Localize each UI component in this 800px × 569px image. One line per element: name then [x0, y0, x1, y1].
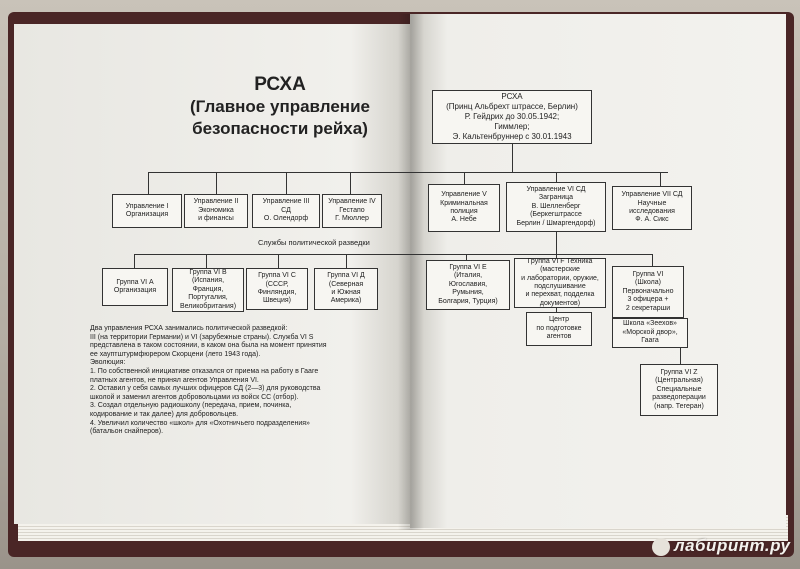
- group-box: [514, 258, 606, 308]
- dept-line: Управление VII СД: [621, 191, 683, 199]
- rsha-head-box: [432, 90, 592, 144]
- group-line: и Южная: [331, 289, 361, 296]
- watermark: [652, 536, 791, 556]
- group-line: 2 секретарши: [625, 304, 671, 312]
- connector: [346, 254, 347, 268]
- head-line: Гиммлер;: [494, 122, 530, 131]
- dept-line: Управление III: [262, 198, 310, 206]
- connector: [286, 172, 287, 194]
- department-box: [428, 184, 500, 232]
- group-line: Америка): [330, 297, 362, 305]
- sub-line: агентов: [546, 333, 572, 341]
- group-line: и перехват, подделка: [525, 291, 595, 299]
- note-line: платных агентов, не принял агентов Управления VI.: [90, 376, 259, 384]
- dept-line: В. Шелленберг: [531, 202, 581, 210]
- book-spine: [398, 14, 424, 530]
- dept-line: и финансы: [198, 215, 234, 223]
- sub-line: (напр. Тегеран): [654, 402, 704, 410]
- group-line: (Испания,: [191, 277, 225, 285]
- note-line: Эволюция:: [90, 359, 126, 367]
- sub-line: разведоперации: [652, 394, 706, 402]
- note-line: (батальон снайперов).: [90, 428, 164, 436]
- connector: [216, 172, 217, 194]
- department-box: [612, 186, 692, 230]
- group-line: Группа VI: [632, 270, 664, 278]
- group-line: документов): [539, 299, 581, 307]
- note-text: [90, 325, 390, 437]
- group-box: [246, 268, 308, 310]
- title-line-2: (Главное управление: [190, 97, 370, 116]
- group-box: [612, 266, 684, 318]
- note-line: ее хауптштурмфюрером Скорцени (лето 1943 года).: [90, 350, 261, 358]
- sub-line: Специальные: [656, 385, 702, 393]
- group-line: и лаборатории, оружие,: [521, 274, 599, 282]
- group-line: Франция,: [192, 285, 224, 293]
- department-box: [506, 182, 606, 232]
- group-line: Группа VI Д: [327, 272, 365, 280]
- sub-line: «Морской двор»,: [622, 328, 678, 336]
- note-line: 3. Создал отдельную радиошколу (передача, прием, починка,: [90, 402, 292, 410]
- note-line: III (на территории Германии) и VI (зарубежные страны). Служба VI S: [90, 333, 314, 341]
- note-line: Два управления РСХА занимались политической разведкой:: [90, 325, 288, 332]
- sub-line: Центр: [548, 316, 570, 324]
- dept-line: исследования: [629, 208, 675, 215]
- sub-unit-box: [640, 364, 718, 416]
- group-line: Группа VI А: [116, 278, 154, 286]
- services-label: Службы политической разведки: [258, 238, 370, 247]
- dept-line: Научные: [637, 199, 667, 207]
- connector: [556, 232, 557, 254]
- dept-line: Ф. А. Сикс: [635, 216, 669, 224]
- group-box: [102, 268, 168, 306]
- dept-line: Экономика: [198, 206, 234, 214]
- group-line: Группа VI С: [258, 272, 296, 280]
- note-line: 1. По собственной инициативе отказался от приема на работу в Гааге: [90, 367, 319, 375]
- dept-line: Управление I: [125, 202, 169, 210]
- group-line: (мастерские: [540, 266, 580, 274]
- group-box: [426, 260, 510, 310]
- watermark-text: лабиринт.ру: [674, 536, 791, 555]
- connector: [660, 172, 661, 186]
- head-line: (Принц Альбрехт штрассе, Берлин): [446, 102, 578, 111]
- dept-line: Управление VI СД: [526, 185, 586, 193]
- group-line: Группа VI F Техника: [527, 257, 593, 265]
- connector: [134, 254, 135, 268]
- group-line: Югославия,: [448, 280, 488, 288]
- page-title: [170, 74, 390, 140]
- connector: [556, 172, 557, 182]
- connector: [148, 172, 668, 173]
- department-box: [184, 194, 248, 228]
- group-line: 3 офицера +: [627, 296, 669, 304]
- dept-line: Берлин / Шмаргендорф): [516, 219, 596, 227]
- group-line: Швеция): [263, 297, 291, 305]
- labirint-logo-icon: [652, 538, 670, 556]
- group-line: подслушивание: [534, 283, 586, 290]
- group-line: Финляндия,: [257, 289, 297, 296]
- group-line: (СССР,: [265, 280, 289, 288]
- connector: [350, 172, 351, 194]
- connector: [206, 254, 207, 268]
- dept-line: полиция: [450, 208, 478, 215]
- sub-line: по подготовке: [536, 324, 582, 332]
- dept-line: Криминальная: [440, 199, 488, 207]
- group-box: [172, 268, 244, 312]
- dept-line: Управление IV: [328, 198, 376, 206]
- dept-line: Г. Мюллер: [335, 215, 369, 223]
- dept-line: О. Олендорф: [263, 215, 309, 223]
- dept-line: Организация: [125, 211, 169, 218]
- group-line: (Италия,: [453, 272, 483, 280]
- connector: [134, 254, 652, 255]
- sub-line: (Центральная): [655, 377, 703, 385]
- note-line: кодирование и так далее) для добровольцев.: [90, 410, 239, 418]
- group-box: [314, 268, 378, 310]
- connector: [512, 144, 513, 172]
- department-box: [112, 194, 182, 228]
- sub-line: Группа VI Z: [660, 368, 698, 376]
- dept-line: Управление II: [193, 198, 239, 206]
- head-line: Р. Гейдрих до 30.05.1942;: [464, 112, 560, 121]
- group-line: Группа VI В: [189, 268, 227, 276]
- connector: [464, 172, 465, 184]
- dept-line: Управление V: [441, 191, 487, 199]
- dept-line: Гестапо: [339, 206, 365, 214]
- department-box: [322, 194, 382, 228]
- note-line: 2. Оставил у себя самых лучших офицеров СД (2—3) для руководства: [90, 385, 321, 393]
- group-line: Первоначально: [622, 287, 674, 295]
- note-line: 4. Увеличил количество «школ» для «Охотничьего подразделения»: [90, 419, 310, 427]
- dept-line: СД: [281, 206, 291, 214]
- group-line: Великобритания): [179, 302, 237, 310]
- group-line: (Северная: [328, 280, 364, 288]
- sub-unit-box: [612, 318, 688, 348]
- title-line-3: безопасности рейха): [192, 119, 368, 138]
- dept-line: А. Небе: [451, 216, 477, 224]
- group-line: Организация: [113, 287, 157, 294]
- title-line-1: РСХА: [254, 74, 306, 95]
- group-line: Группа VI Е: [449, 263, 487, 271]
- note-line: школой и заменил агентов добровольцами из войск СС (отбор).: [90, 393, 299, 401]
- sub-unit-box: [526, 312, 592, 346]
- group-line: Румыния,: [452, 289, 484, 297]
- group-line: Болгария, Турция): [438, 297, 498, 305]
- connector: [278, 254, 279, 268]
- department-box: [252, 194, 320, 228]
- sub-line: Гаага: [641, 337, 659, 345]
- note-line: представлена в таком состоянии, в каком она была на момент принятия: [90, 342, 327, 350]
- head-line: Э. Кальтенбруннер с 30.01.1943: [452, 132, 572, 141]
- group-line: Португалия,: [188, 294, 228, 302]
- head-line: РСХА: [501, 92, 523, 101]
- dept-line: Заграница: [538, 194, 574, 202]
- sub-line: Школа «Зеехов»: [623, 320, 677, 328]
- dept-line: (Беркегштрассе: [530, 211, 582, 219]
- group-line: (Школа): [635, 279, 661, 287]
- connector: [148, 172, 149, 194]
